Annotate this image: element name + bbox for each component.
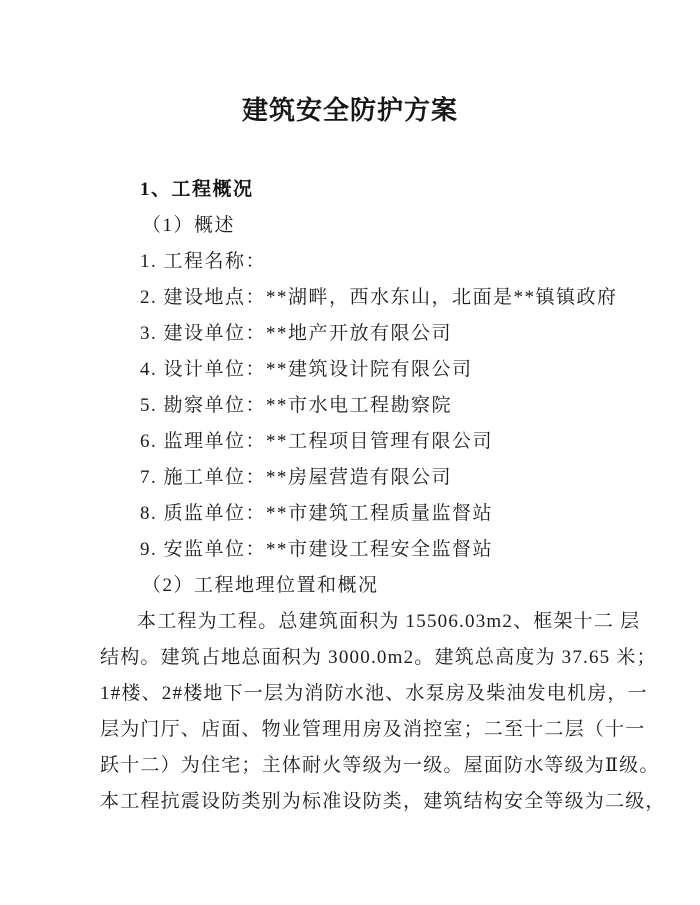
paragraph-line: 跃十二）为住宅；主体耐火等级为一级。屋面防水等级为Ⅱ级。 <box>100 755 660 776</box>
list-item-construction-unit: 3. 建设单位：**地产开放有限公司 <box>140 323 453 344</box>
list-item-safety-inspection-unit: 9. 安监单位：**市建设工程安全监督站 <box>140 539 494 560</box>
list-item-quality-inspection-unit: 8. 质监单位：**市建筑工程质量监督站 <box>140 503 494 524</box>
list-item-project-name: 1. 工程名称： <box>140 251 267 272</box>
paragraph-line: 1#楼、2#楼地下一层为消防水池、水泵房及柴油发电机房，一 <box>100 683 648 704</box>
paragraph-line: 结构。建筑占地总面积为 3000.0m2。建筑总高度为 37.65 米； <box>100 647 657 668</box>
section-heading-project-overview: 1、工程概况 <box>140 179 254 200</box>
paragraph-line: 本工程为工程。总建筑面积为 15506.03m2、框架十二 层 <box>137 611 641 632</box>
list-item-construction-site: 2. 建设地点：**湖畔，西水东山，北面是**镇镇政府 <box>140 287 618 308</box>
list-item-survey-unit: 5. 勘察单位：**市水电工程勘察院 <box>140 395 453 416</box>
paragraph-line: 本工程抗震设防类别为标准设防类，建筑结构安全等级为二级， <box>100 791 666 812</box>
list-item-contractor-unit: 7. 施工单位：**房屋营造有限公司 <box>140 467 453 488</box>
document-body <box>0 172 700 820</box>
document-title: 建筑安全防护方案 <box>241 96 458 125</box>
paragraph-line: 层为门厅、店面、物业管理用房及消控室；二至十二层（十一 <box>100 719 646 740</box>
list-item-design-unit: 4. 设计单位：**建筑设计院有限公司 <box>140 359 473 380</box>
subsection-heading-location-overview: （2）工程地理位置和概况 <box>142 575 379 596</box>
list-item-supervision-unit: 6. 监理单位：**工程项目管理有限公司 <box>140 431 494 452</box>
subsection-heading-summary: （1）概述 <box>142 215 236 236</box>
